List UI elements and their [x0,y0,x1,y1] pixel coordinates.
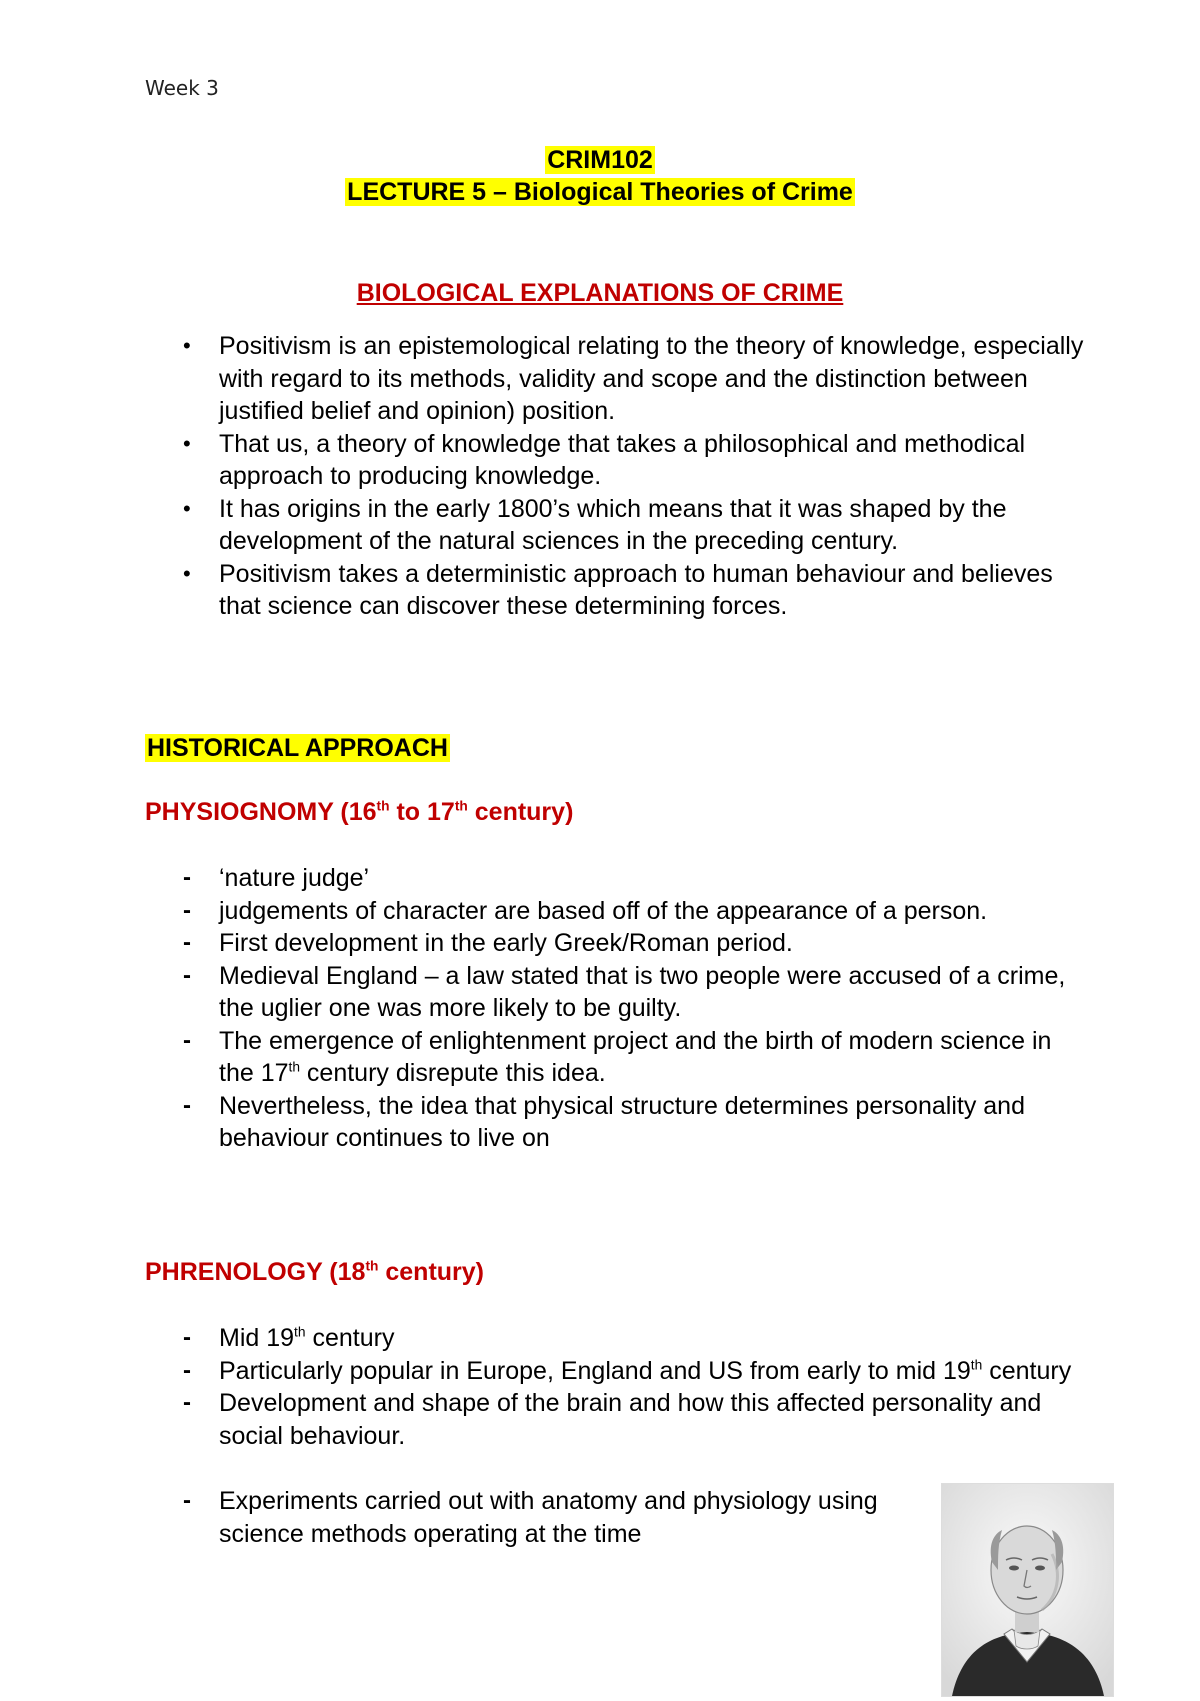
list-item: - Nevertheless, the idea that physical structure determines personality and behaviour continues to live on [183,1091,1025,1152]
section-heading-physiognomy: PHYSIOGNOMY (16th to 17th century) [145,798,574,826]
portrait-image [941,1483,1114,1697]
bullet-icon: • [183,333,191,358]
list-item: - ‘nature judge’ [145,862,1085,895]
list-item: • Positivism takes a deterministic approach to human behaviour and believes that science can discover these determining forces. [183,559,1053,620]
list-item: - The emergence of enlightenment project and the birth of modern science in the 17th century disrepute this idea. [183,1026,1052,1087]
bullet-icon: • [183,560,191,586]
lecture-title: LECTURE 5 – Biological Theories of Crime [347,178,853,206]
bullet-icon: • [183,495,191,521]
positivism-list [145,330,1085,623]
dash-icon: - [183,1026,191,1054]
page-header-week: Week 3 [145,76,219,100]
section-heading-phrenology: PHRENOLOGY (18th century) [145,1258,485,1286]
dash-icon: - [183,961,191,989]
bullet-icon: • [183,430,191,456]
phrenology-list-top [145,1322,1085,1452]
dash-icon: - [183,1091,191,1119]
dash-icon: - [183,864,191,891]
list-item: • That us, a theory of knowledge that takes a philosophical and methodical approach to producing knowledge. [183,429,1026,490]
section-heading-biological: BIOLOGICAL EXPLANATIONS OF CRIME [356,279,844,307]
list-item: - Experiments carried out with anatomy and physiology using science methods operating at the time [183,1487,878,1548]
list-item: - judgements of character are based off of the appearance of a person. [145,895,1085,928]
list-item: - Medieval England – a law stated that is two people were accused of a crime, the uglier one was more likely to be guilty. [183,961,1066,1022]
course-code: CRIM102 [547,146,653,174]
phrenology-list-bottom [145,1485,935,1550]
portrait-illustration [942,1484,1113,1696]
list-item: - Particularly popular in Europe, England and US from early to mid 19th century [145,1355,1085,1388]
dash-icon: - [183,1389,191,1416]
dash-icon: - [183,929,191,956]
list-item: - Mid 19th century [145,1322,1085,1355]
document-title [0,144,1200,208]
physiognomy-list [145,862,1085,1155]
dash-icon: - [183,1324,191,1351]
dash-icon: - [183,1487,191,1514]
dash-icon: - [183,896,191,924]
list-item: • It has origins in the early 1800’s which means that it was shaped by the development of the natural sciences in the preceding century. [183,494,1007,555]
list-item: • Positivism is an epistemological relating to the theory of knowledge, especially with regard to its methods, validity and scope and the distinction between justified belief and opinion) position. [183,332,1084,425]
section-heading-historical: HISTORICAL APPROACH [147,734,448,762]
list-item: - Development and shape of the brain and how this affected personality and social behaviour. [183,1389,1042,1450]
list-item: - First development in the early Greek/Roman period. [145,927,1085,960]
dash-icon: - [183,1356,191,1384]
